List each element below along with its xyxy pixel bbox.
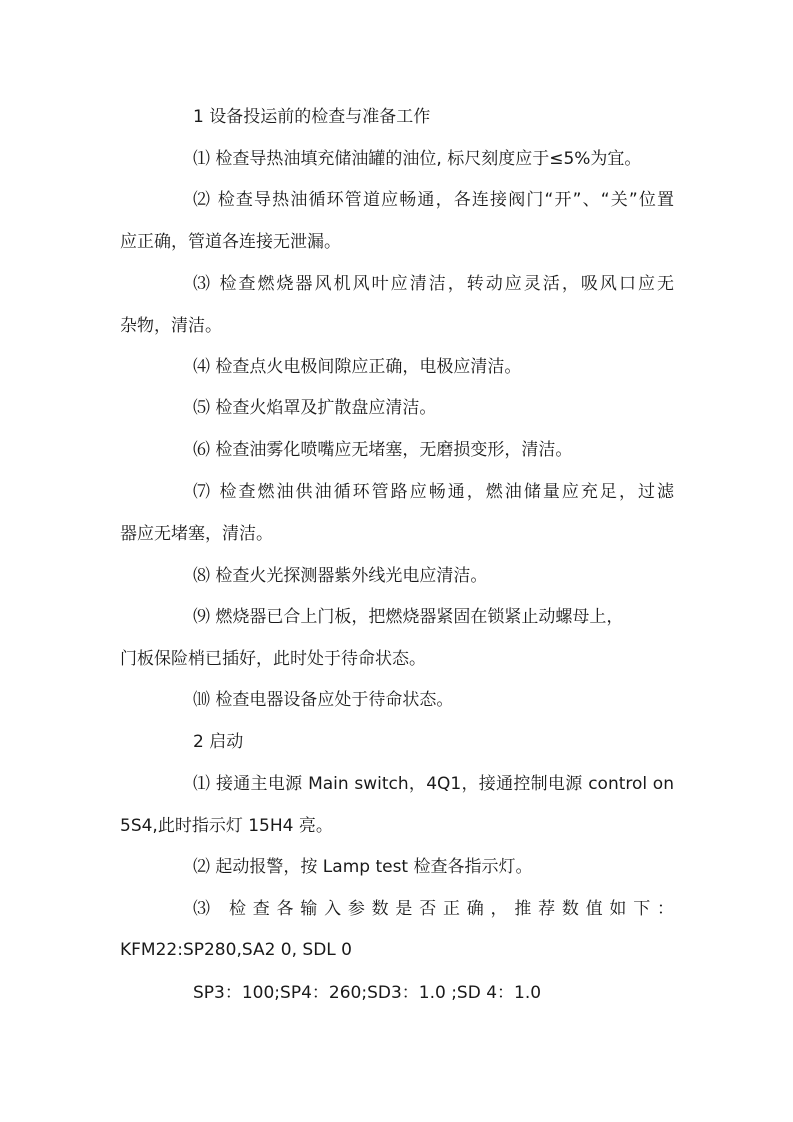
section-1-item-3-line-2: 杂物，清洁。	[120, 316, 222, 336]
section-2-item-3-line-2: KFM22:SP280,SA2 0, SDL 0	[120, 940, 352, 960]
section-1-item-9-line-2: 门板保险梢已插好，此时处于待命状态。	[120, 649, 426, 669]
section-1-item-6: ⑹ 检查油雾化喷嘴应无堵塞，无磨损变形，清洁。	[193, 440, 573, 460]
section-2-item-2: ⑵ 起动报警，按 Lamp test 检查各指示灯。	[193, 857, 533, 877]
section-2-item-1-line-1: ⑴ 接通主电源 Main switch，4Q1，接通控制电源 control on	[193, 774, 674, 794]
section-2-item-3-line-3: SP3：100;SP4：260;SD3：1.0 ;SD 4：1.0	[193, 983, 542, 1003]
section-1-item-3-line-1: ⑶ 检查燃烧器风机风叶应清洁，转动应灵活，吸风口应无	[193, 274, 674, 294]
section-1-item-2-line-1: ⑵ 检查导热油循环管道应畅通，各连接阀门“开”、“关”位置	[193, 190, 674, 210]
section-1-item-8: ⑻ 检查火光探测器紫外线光电应清洁。	[193, 566, 488, 586]
section-1-item-2-line-2: 应正确，管道各连接无泄漏。	[120, 232, 341, 252]
section-1-item-4: ⑷ 检查点火电极间隙应正确，电极应清洁。	[193, 357, 522, 377]
section-1-item-5: ⑸ 检查火焰罩及扩散盘应清洁。	[193, 398, 437, 418]
section-2-heading: 2 启动	[193, 732, 244, 752]
section-1-item-1: ⑴ 检查导热油填充储油罐的油位, 标尺刻度应于≤5%为宜。	[193, 149, 642, 169]
section-1-item-7-line-2: 器应无堵塞，清洁。	[120, 524, 273, 544]
section-1-item-9-line-1: ⑼ 燃烧器已合上门板，把燃烧器紧固在锁紧止动螺母上，	[193, 607, 624, 627]
section-1-heading: 1 设备投运前的检查与准备工作	[193, 107, 431, 127]
section-2-item-3-line-1: ⑶ 检查各输入参数是否正确，推荐数值如下：	[193, 899, 674, 919]
section-2-item-1-line-2: 5S4,此时指示灯 15H4 亮。	[120, 816, 333, 836]
section-1-item-10: ⑽ 检查电器设备应处于待命状态。	[193, 690, 454, 710]
section-1-item-7-line-1: ⑺ 检查燃油供油循环管路应畅通，燃油储量应充足，过滤	[193, 482, 674, 502]
